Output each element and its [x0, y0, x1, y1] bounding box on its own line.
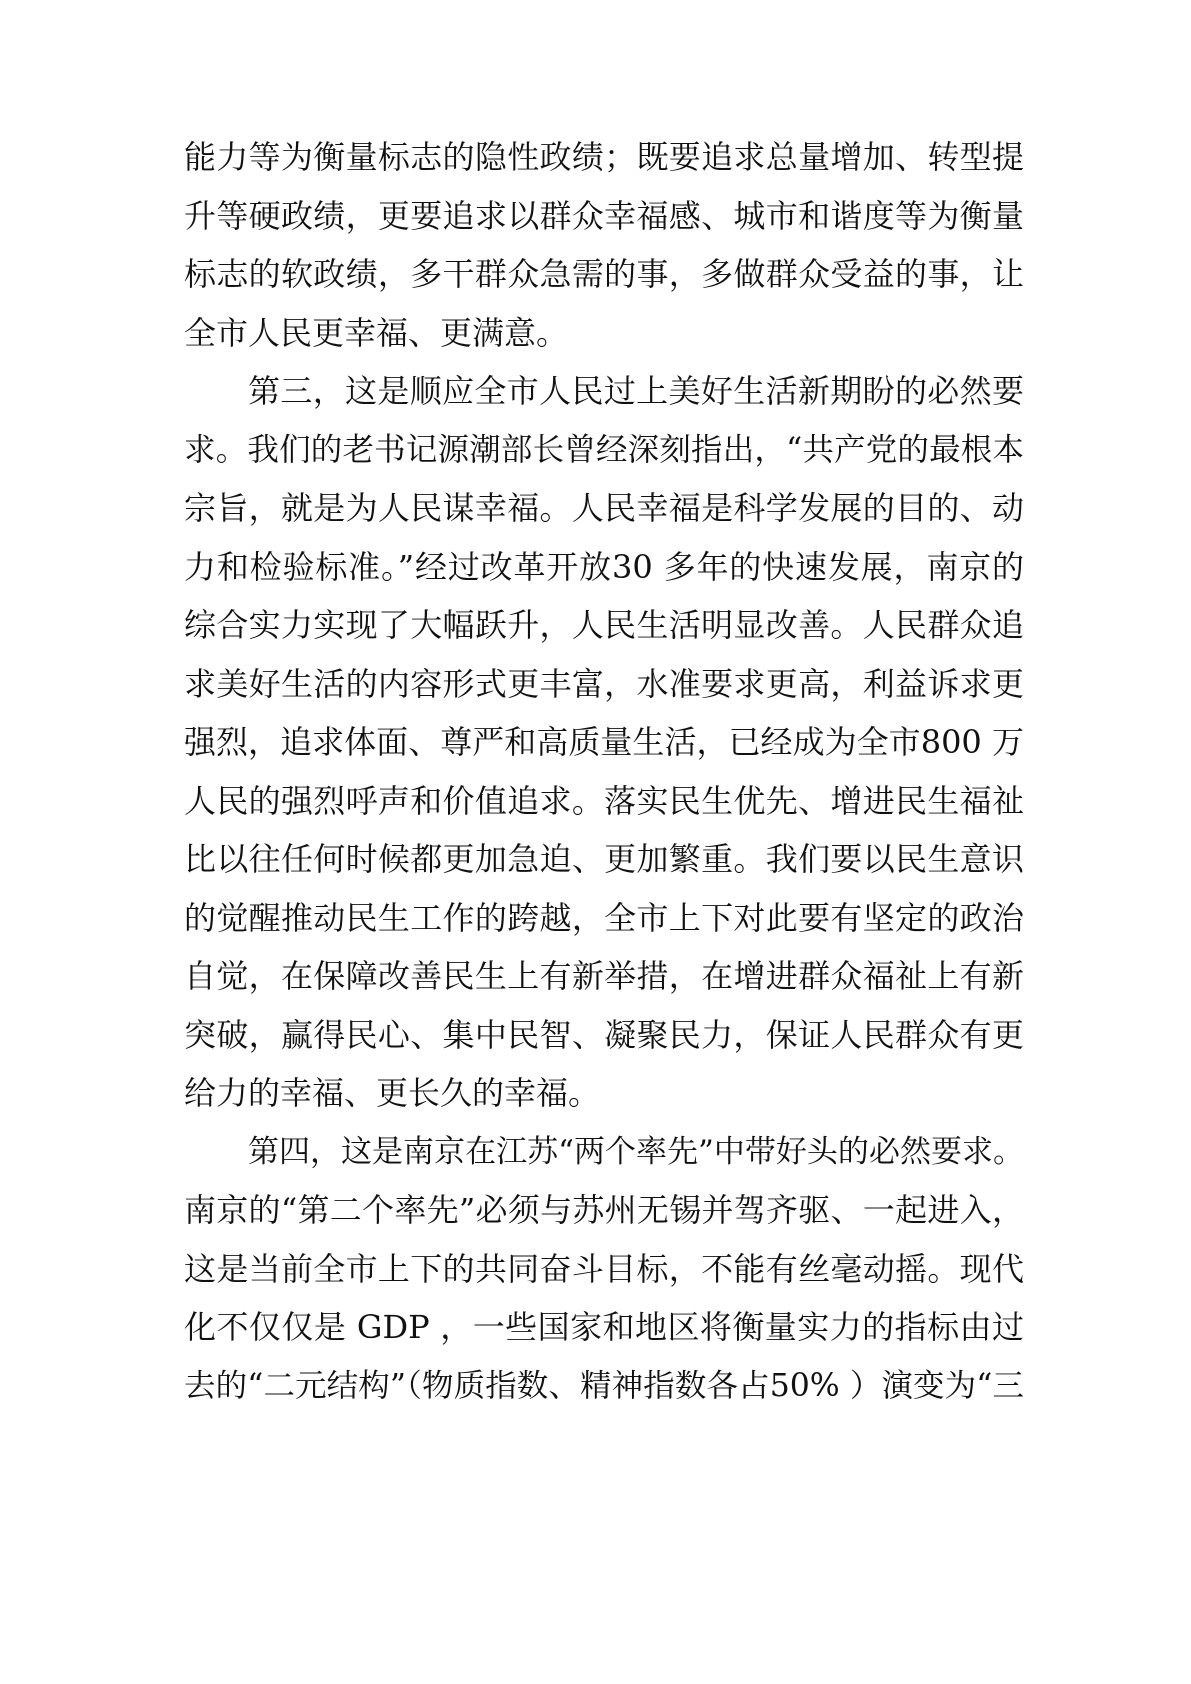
text-line: 南京的“第二个率先”必须与苏州无锡并驾齐驱、一起进入，: [184, 1191, 1024, 1229]
text-line: 综合实力实现了大幅跃升，人民生活明显改善。人民群众追: [184, 606, 1024, 644]
text-line: 升等硬政绩，更要追求以群众幸福感、城市和谐度等为衡量: [184, 196, 1024, 235]
text-line: 去的“二元结构”（物质指数、精神指数各占50% ）演变为“三: [184, 1367, 1024, 1404]
text-line: 自觉，在保障改善民生上有新举措，在增进群众福祉上有新: [184, 957, 1024, 995]
text-line: 求。我们的老书记源潮部长曾经深刻指出，“共产党的最根本: [184, 431, 1024, 468]
text-line: 标志的软政绩，多干群众急需的事，多做群众受益的事，让: [184, 255, 1024, 293]
body-text: [184, 128, 1024, 1415]
text-line: 化不仅仅是 GDP ，一些国家和地区将衡量实力的指标由过: [184, 1308, 1024, 1346]
text-line: 能力等为衡量标志的隐性政绩；既要追求总量增加、转型提: [184, 138, 1024, 176]
text-line: 比以往任何时候都更加急迫、更加繁重。我们要以民生意识: [184, 840, 1024, 878]
paragraph-start-line: 第三，这是顺应全市人民过上美好生活新期盼的必然要: [248, 372, 1024, 410]
text-line: 这是当前全市上下的共同奋斗目标，不能有丝毫动摇。现代: [184, 1249, 1024, 1288]
paragraph-start-line: 第四，这是南京在江苏“两个率先”中带好头的必然要求。: [248, 1133, 1024, 1170]
text-line: 求美好生活的内容形式更丰富，水准要求更高，利益诉求更: [184, 664, 1024, 703]
text-line: 给力的幸福、更长久的幸福。: [184, 1074, 601, 1112]
text-line: 宗旨，就是为人民谋幸福。人民幸福是科学发展的目的、动: [184, 489, 1024, 527]
text-line: 突破，赢得民心、集中民智、凝聚民力，保证人民群众有更: [184, 1015, 1024, 1054]
text-line: 的觉醒推动民生工作的跨越，全市上下对此要有坚定的政治: [184, 898, 1024, 937]
text-line: 全市人民更幸福、更满意。: [184, 313, 569, 352]
text-line: 力和检验标准。”经过改革开放30 多年的快速发展，南京的: [184, 547, 1024, 586]
text-line: 人民的强烈呼声和价值追求。落实民生优先、增进民生福祉: [184, 781, 1024, 820]
text-line: 强烈，追求体面、尊严和高质量生活，已经成为全市800 万: [184, 723, 1024, 761]
